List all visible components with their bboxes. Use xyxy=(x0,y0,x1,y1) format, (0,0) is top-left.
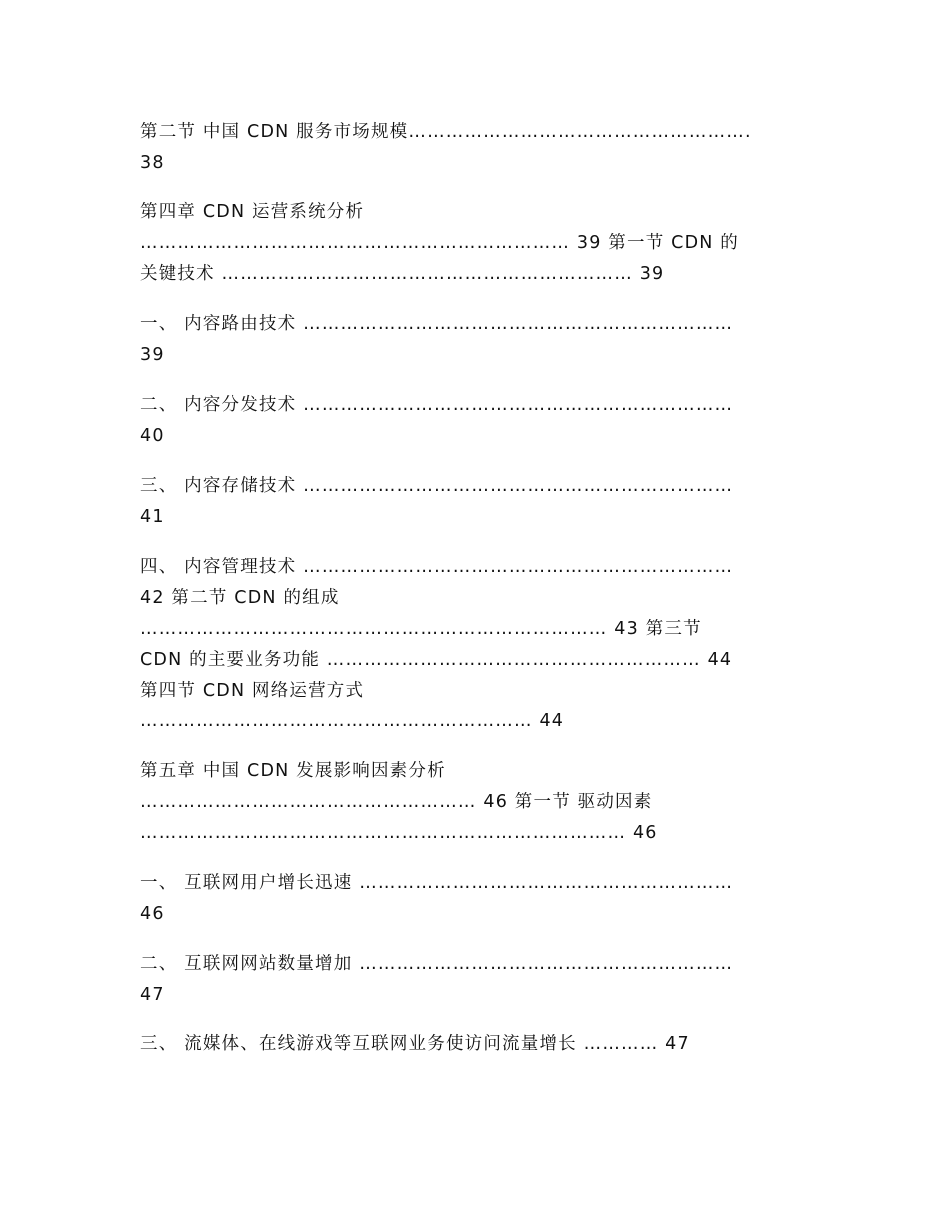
toc-line: 47 xyxy=(140,985,165,1005)
toc-line: ………………………………………………………………… 43 第三节 xyxy=(140,619,702,639)
toc-line: 39 xyxy=(140,345,165,365)
toc-line: 二、 内容分发技术 …………………………………………………………… xyxy=(140,395,734,415)
toc-line: 第二节 中国 CDN 服务市场规模………………………………………………. xyxy=(140,122,752,142)
toc-line: 一、 内容路由技术 …………………………………………………………… xyxy=(140,314,734,334)
toc-line: …………………………………………………………… 39 第一节 CDN 的 xyxy=(140,233,740,253)
toc-line: 三、 流媒体、在线游戏等互联网业务使访问流量增长 ………… 47 xyxy=(140,1034,690,1054)
toc-line: ……………………………………………… 46 第一节 驱动因素 xyxy=(140,792,653,812)
toc-line: 第五章 中国 CDN 发展影响因素分析 xyxy=(140,761,446,781)
toc-line: 四、 内容管理技术 …………………………………………………………… xyxy=(140,557,734,577)
toc-line: …………………………………………………………………… 46 xyxy=(140,823,658,843)
toc-line: 42 第二节 CDN 的组成 xyxy=(140,588,340,608)
toc-line: 40 xyxy=(140,426,165,446)
toc-line: 46 xyxy=(140,904,165,924)
toc-line: 38 xyxy=(140,153,165,173)
toc-line: CDN 的主要业务功能 …………………………………………………… 44 xyxy=(140,650,733,670)
toc-line: 二、 互联网网站数量增加 …………………………………………………… xyxy=(140,954,734,974)
toc-line: ……………………………………………………… 44 xyxy=(140,711,565,731)
toc-line: 关键技术 ………………………………………………………… 39 xyxy=(140,264,665,284)
toc-line: 第四节 CDN 网络运营方式 xyxy=(140,681,365,701)
toc-line: 41 xyxy=(140,507,165,527)
toc-line: 三、 内容存储技术 …………………………………………………………… xyxy=(140,476,734,496)
toc-line: 一、 互联网用户增长迅速 …………………………………………………… xyxy=(140,873,734,893)
toc-line: 第四章 CDN 运营系统分析 xyxy=(140,202,365,222)
